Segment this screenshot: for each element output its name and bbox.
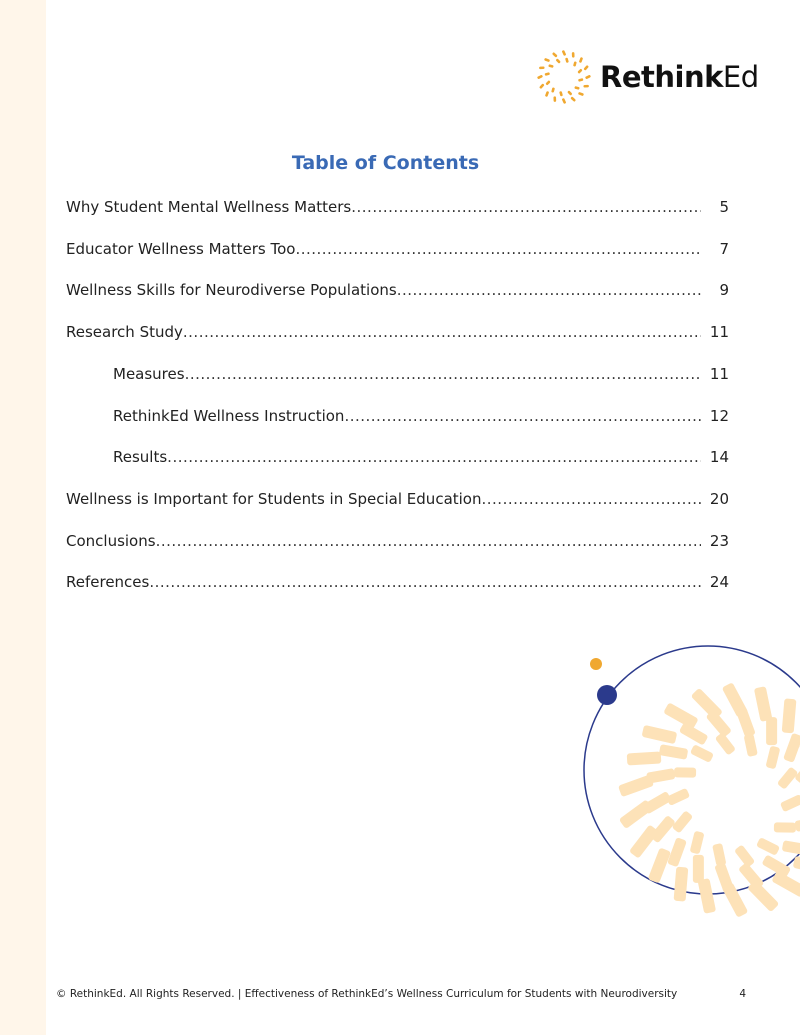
page-footer [56, 988, 746, 1000]
toc-entry-label: References [66, 573, 150, 592]
toc-entry-label: Research Study [66, 323, 183, 342]
toc-subentry[interactable] [66, 365, 729, 389]
toc-leader-dots [167, 448, 701, 466]
toc-leader-dots [183, 323, 701, 341]
toc-entry-label: Results [113, 448, 168, 467]
decorative-orbit-graphic [560, 640, 800, 920]
toc-leader-dots [295, 240, 701, 258]
peach-sunburst-pattern [618, 682, 800, 918]
toc-leader-dots [156, 532, 701, 550]
toc-entry-page: 11 [709, 323, 729, 342]
toc-entry[interactable] [66, 281, 729, 305]
toc-entry[interactable] [66, 198, 729, 222]
toc-entry-label: Educator Wellness Matters Too [66, 239, 296, 258]
footer-copyright: © RethinkEd. All Rights Reserved. | Effectiveness of RethinkEd’s Wellness Curriculum for Students with Neurodiversity [56, 988, 678, 1000]
logo-text-bold: Rethink [600, 60, 723, 94]
sunburst-logo-icon [536, 49, 592, 105]
toc-entry-label: Measures [113, 364, 185, 383]
toc-entry-label: Wellness is Important for Students in Special Education [66, 489, 482, 508]
toc-entry-page: 14 [709, 448, 729, 467]
toc-title: Table of Contents [291, 152, 480, 174]
toc-leader-dots [351, 198, 701, 216]
toc-subentry[interactable] [66, 448, 729, 472]
toc-entry-page: 20 [709, 489, 729, 508]
toc-entry-page: 12 [709, 406, 729, 425]
footer-page-number: 4 [739, 988, 746, 1000]
rethinked-logo [536, 48, 759, 106]
toc-leader-dots [149, 573, 701, 591]
toc-entry-page: 7 [719, 239, 729, 258]
toc-entry-page: 11 [709, 364, 729, 383]
toc-entry[interactable] [66, 240, 729, 264]
toc-subentry[interactable] [66, 407, 729, 431]
toc-entry[interactable] [66, 323, 729, 347]
navy-dot [597, 685, 617, 705]
toc-entry-page: 9 [719, 281, 729, 300]
toc-entry[interactable] [66, 573, 729, 597]
orange-dot [590, 658, 602, 670]
toc-entry-page: 24 [709, 573, 729, 592]
toc-leader-dots [482, 490, 702, 508]
toc-entry-page: 5 [719, 198, 729, 216]
toc-entry-label: RethinkEd Wellness Instruction [113, 406, 345, 425]
toc-leader-dots [185, 365, 701, 383]
toc-entry[interactable] [66, 532, 729, 556]
toc-leader-dots [397, 281, 701, 299]
toc-leader-dots [344, 407, 701, 425]
logo-text [600, 60, 759, 94]
logo-text-light: Ed [722, 60, 759, 94]
toc-entry-page: 23 [709, 531, 729, 550]
toc-entry-label: Why Student Mental Wellness Matters [66, 198, 352, 216]
toc-entry-label: Conclusions [66, 531, 156, 550]
toc-entry[interactable] [66, 490, 729, 514]
toc-entry-label: Wellness Skills for Neurodiverse Populations [66, 281, 397, 300]
